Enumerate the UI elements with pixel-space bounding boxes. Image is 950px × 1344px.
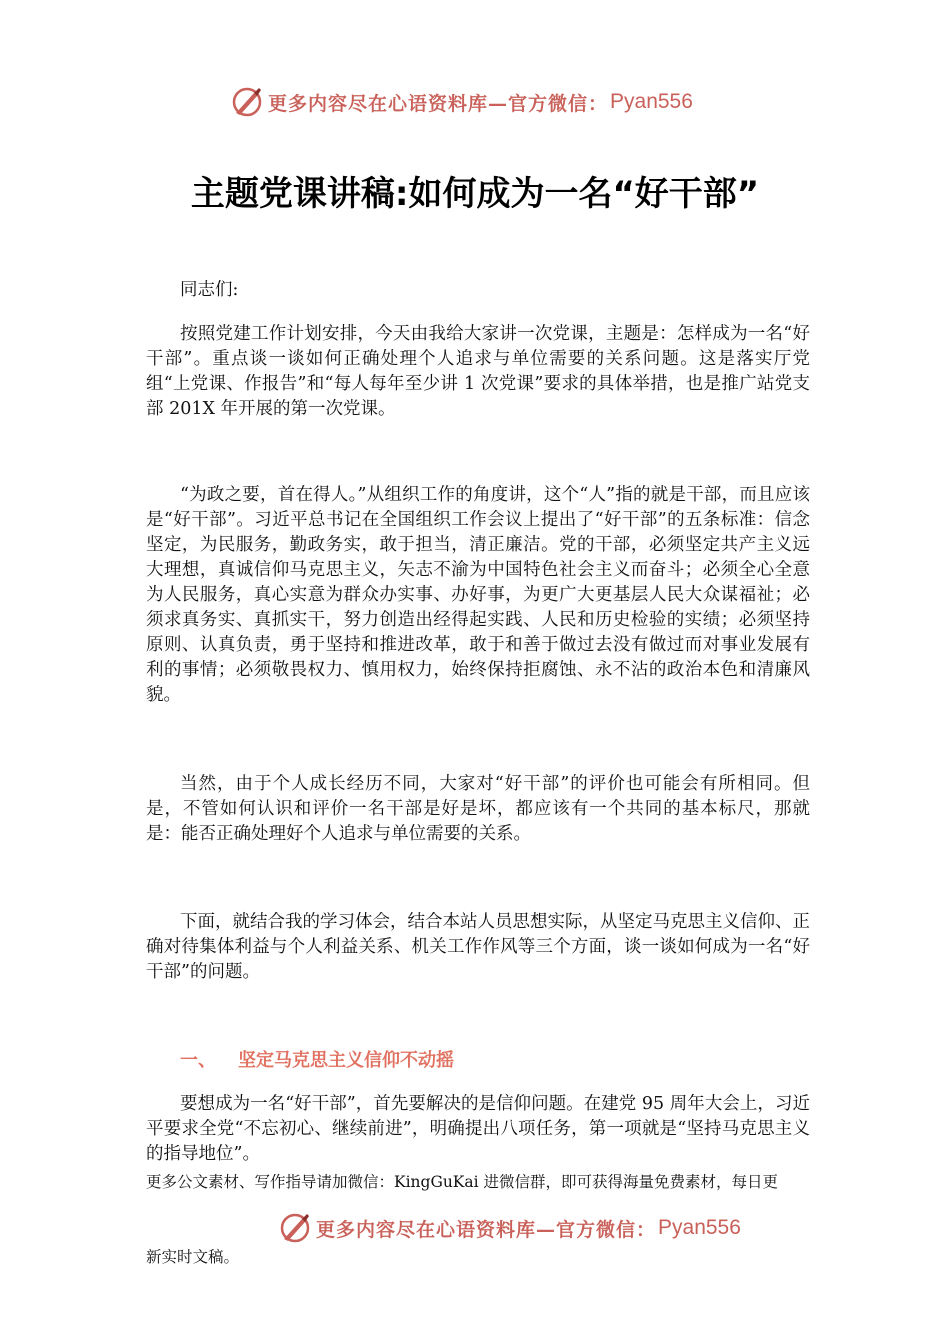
footer-note-line1: 更多公文素材、写作指导请加微信：KingGuKai 进微信群，即可获得海量免费素材，每日更: [146, 1173, 779, 1191]
paragraph-3: 当然，由于个人成长经历不同，大家对“好干部”的评价也可能会有所相同。但是，不管如何认识和评价一名干部是好是坏，都应该有一个共同的基本标尺，那就是：能否正确处理好个人追求与单位需要的关系。: [146, 774, 810, 844]
banner-text: 更多内容尽在心语资料库—官方微信：: [268, 92, 609, 115]
banner-wechat: Pyan556: [610, 90, 693, 113]
section-number: 一、: [180, 1050, 216, 1071]
section-title: 坚定马克思主义信仰不动摇: [238, 1050, 454, 1071]
salutation: 同志们:: [180, 280, 239, 300]
brush-logo-icon: [278, 1211, 312, 1245]
footer-note-line2: 新实时文稿。: [146, 1248, 240, 1266]
section-body: 要想成为一名“好干部”，首先要解决的是信仰问题。在建党 95 周年大会上，习近平要求全党“不忘初心、继续前进”，明确提出八项任务，第一项就是“坚持马克思主义的指导地位”。: [146, 1094, 810, 1164]
paragraph-1: 按照党建工作计划安排，今天由我给大家讲一次党课，主题是：怎样成为一名“好干部”。重点谈一谈如何正确处理个人追求与单位需要的关系问题。这是落实厅党组“上党课、作报告”和“每人每年至少讲 1 次党课”要求的具体举措，也是推广站党支部 201X 年开展的第一次党课。: [146, 324, 810, 419]
paragraph-2: “为政之要，首在得人。”从组织工作的角度讲，这个“人”指的就是干部，而且应该是“好干部”。习近平总书记在全国组织工作会议上提出了“好干部”的五条标准：信念坚定，为民服务，勤政务实，敢于担当，清正廉洁。党的干部，必须坚定共产主义远大理想，真诚信仰马克思主义，矢志不渝为中国特色社会主义而奋斗；必须全心全意为人民服务，真心实意为群众办实事、办好事，为更广大更基层人民大众谋福祉；必须求真务实、真抓实干，努力创造出经得起实践、人民和历史检验的实绩；必须坚持原则、认真负责，勇于坚持和推进改革，敢于和善于做过去没有做过而对事业发展有利的事情；必须敬畏权力、慎用权力，始终保持拒腐蚀、永不沾的政治本色和清廉风貌。: [146, 485, 810, 705]
banner-wechat: Pyan556: [658, 1216, 741, 1239]
page-title: 主题党课讲稿:如何成为一名“好干部”: [190, 174, 760, 214]
brush-logo-icon: [230, 85, 264, 119]
section-heading: [180, 1046, 454, 1072]
header-banner: [230, 82, 693, 122]
footer-banner: [278, 1208, 741, 1248]
banner-text: 更多内容尽在心语资料库—官方微信：: [316, 1218, 657, 1241]
paragraph-4: 下面，就结合我的学习体会，结合本站人员思想实际，从坚定马克思主义信仰、正确对待集体利益与个人利益关系、机关工作作风等三个方面，谈一谈如何成为一名“好干部”的问题。: [146, 912, 810, 982]
